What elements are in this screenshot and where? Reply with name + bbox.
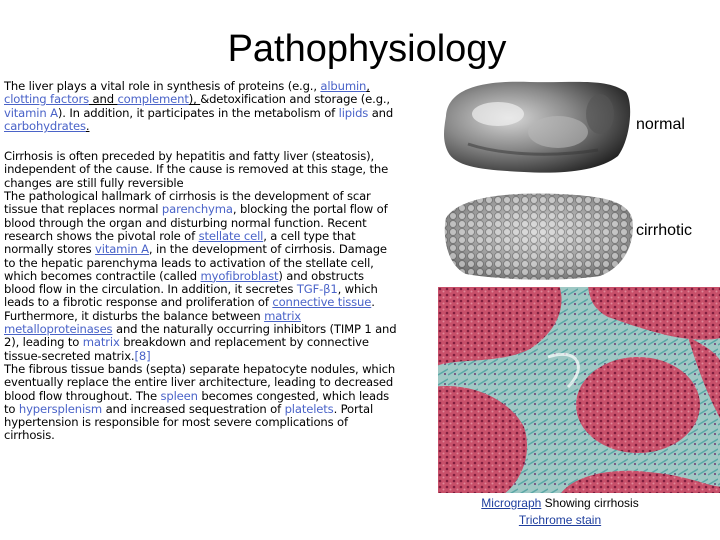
text-run: ). In addition, it participates in the metabolism of <box>57 105 339 120</box>
micrograph-link[interactable]: Micrograph <box>481 496 542 510</box>
text-run: , which leads to a fibrotic response and proliferation of <box>4 282 378 310</box>
text-link[interactable]: spleen <box>160 388 198 403</box>
text-link[interactable]: matrix <box>82 335 120 350</box>
text-run: , blocking the portal flow of blood through the organ and disturbing normal function. Recent research shows the pivotal role of <box>4 202 388 243</box>
text-link[interactable]: vitamin A <box>95 242 149 257</box>
slide-title: Pathophysiology <box>227 28 507 70</box>
label-normal: normal <box>636 116 685 133</box>
text-link[interactable]: lipids <box>338 105 369 120</box>
text-run: and the naturally occurring inhibitors (TIMP 1 and 2), leading to <box>4 322 397 350</box>
text-run: and increased sequestration of <box>102 401 285 416</box>
paragraph-fibrous-bands <box>4 363 398 443</box>
text-link[interactable]: vitamin A <box>4 105 58 120</box>
text-run: and <box>89 92 118 107</box>
text-run: &detoxification and storage (e.g., <box>200 92 390 107</box>
normal-liver-image <box>438 74 636 184</box>
text-link[interactable]: connective tissue <box>272 295 372 310</box>
text-link[interactable]: complement <box>117 92 189 107</box>
paragraph-liver-role <box>4 80 398 133</box>
text-link[interactable]: matrix metalloproteinases <box>4 308 301 337</box>
text-run: ) and obstructs blood flow in the circulation. In addition, it secretes <box>4 268 364 297</box>
text-link[interactable]: [8] <box>134 348 151 363</box>
cirrhotic-liver-image <box>440 188 636 284</box>
text-run: breakdown and replacement by connective tissue-secreted matrix. <box>4 335 369 363</box>
text-link[interactable]: carbohydrates <box>4 118 86 133</box>
text-link[interactable]: clotting factors <box>4 92 90 107</box>
text-run: The fibrous tissue bands (septa) separate hepatocyte nodules, which eventually replace the entire liver architecture, leading to decreased blood flow throughout. The <box>4 361 396 403</box>
text-link[interactable]: TGF-β1 <box>296 282 338 297</box>
text-link[interactable]: parenchyma <box>161 202 233 217</box>
text-run: . <box>85 118 90 133</box>
text-run: . Portal hypertension is responsible for most severe complications of cirrhosis. <box>4 401 374 443</box>
text-run: and <box>368 105 394 120</box>
text-run: The pathological hallmark of cirrhosis is the development of scar tissue that replaces normal <box>4 189 371 217</box>
text-run: becomes congested, which leads to <box>4 388 390 416</box>
text-run: ), <box>188 92 201 107</box>
micrograph-image <box>438 287 720 493</box>
label-cirrhotic: cirrhotic <box>636 222 693 239</box>
micrograph-caption <box>438 496 682 510</box>
text-run: , in the development of cirrhosis. Damage to the hepatic parenchyma leads to activation of the stellate cell, which becomes contractile (called <box>4 242 387 283</box>
caption-text: Showing cirrhosis <box>541 496 639 510</box>
text-run: , <box>366 79 370 93</box>
text-link[interactable]: myofibroblast <box>200 268 279 283</box>
body-text <box>4 80 398 443</box>
text-link[interactable]: stellate cell <box>198 228 264 243</box>
text-link[interactable]: albumin <box>320 79 367 93</box>
paragraph-pathology <box>4 190 398 363</box>
paragraph-reversible: Cirrhosis is often preceded by hepatitis and fatty liver (steatosis), independent of the cause. If the cause is removed at this stage, the changes are still fully reversible <box>4 149 389 190</box>
text-run: . Furthermore, it disturbs the balance between <box>4 295 375 323</box>
trichrome-stain-link[interactable]: Trichrome stain <box>518 513 602 527</box>
text-link[interactable]: hypersplenism <box>18 401 103 416</box>
text-link[interactable]: platelets <box>284 401 334 416</box>
text-run: , a cell type that normally stores <box>4 228 356 257</box>
stain-caption <box>438 513 682 527</box>
text-run: The liver plays a vital role in synthesis of proteins (e.g., <box>4 79 321 93</box>
